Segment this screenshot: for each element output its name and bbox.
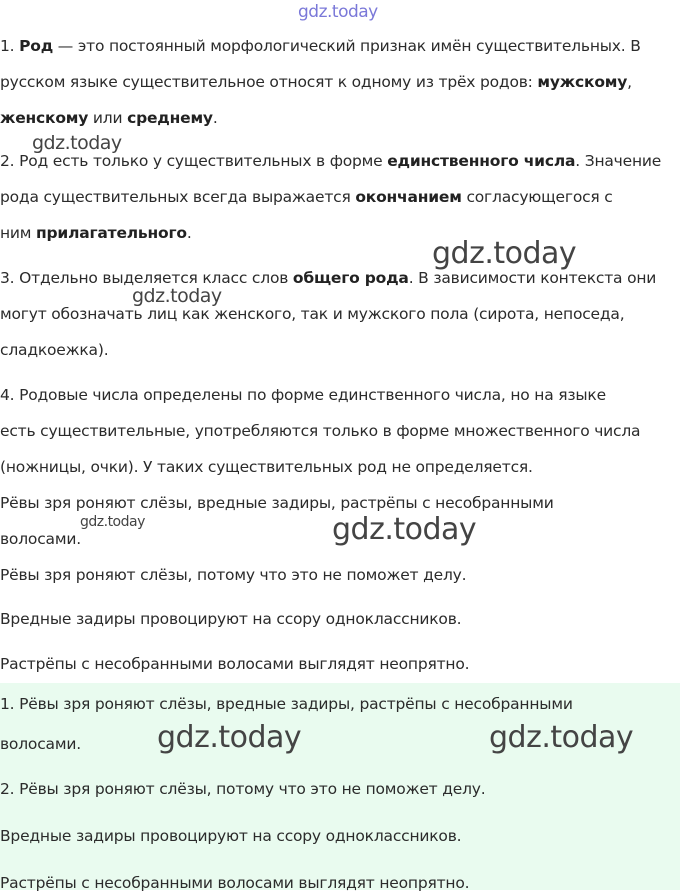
- example-sentence-2: Рёвы зря роняют слёзы, потому что это не поможет делу.: [0, 566, 467, 584]
- watermark: gdz.today: [489, 720, 634, 755]
- answer-sentence-4: Растрёпы с несобранными волосами выглядят неопрятно.: [0, 874, 470, 892]
- watermark: gdz.today: [332, 512, 477, 547]
- answer-sentence-3: Вредные задиры провоцируют на ссору одноклассников.: [0, 827, 462, 845]
- answer-sentence-2: 2. Рёвы зря роняют слёзы, потому что это не поможет делу.: [0, 780, 486, 798]
- watermark: gdz.today: [132, 285, 222, 307]
- answer-sentence-1: 1. Рёвы зря роняют слёзы, вредные задиры, растрёпы с несобранными волосами.: [0, 695, 573, 753]
- watermark-top: gdz.today: [298, 2, 378, 22]
- watermark: gdz.today: [157, 720, 302, 755]
- watermark: gdz.today: [80, 514, 145, 530]
- watermark: gdz.today: [32, 132, 122, 154]
- watermark: gdz.today: [432, 236, 577, 271]
- paragraph-singular-gender: 2. Род есть только у существительных в форме единственного числа. Значение рода существительных всегда выражается окончанием согласующегося с ним прилагательного.: [0, 152, 662, 242]
- example-sentence-4: Растрёпы с несобранными волосами выглядят неопрятно.: [0, 655, 470, 673]
- example-sentence-1: Рёвы зря роняют слёзы, вредные задиры, растрёпы с несобранными волосами.: [0, 494, 554, 548]
- paragraph-plural-only: 4. Родовые числа определены по форме единственного числа, но на языке есть существительные, употребляются только в форме множественного числа (ножницы, очки). У таких существительных род не определяется.: [0, 386, 641, 476]
- paragraph-common-gender: 3. Отдельно выделяется класс слов общего рода. В зависимости контекста они могут обозначать лиц как женского, так и мужского пола (сирота, непоседа, сладкоежка).: [0, 269, 657, 359]
- example-sentence-3: Вредные задиры провоцируют на ссору одноклассников.: [0, 610, 462, 628]
- paragraph-gender-definition: 1. Род — это постоянный морфологический признак имён существительных. В русском языке существительное относят к одному из трёх родов: мужскому, женскому или среднему.: [0, 37, 641, 127]
